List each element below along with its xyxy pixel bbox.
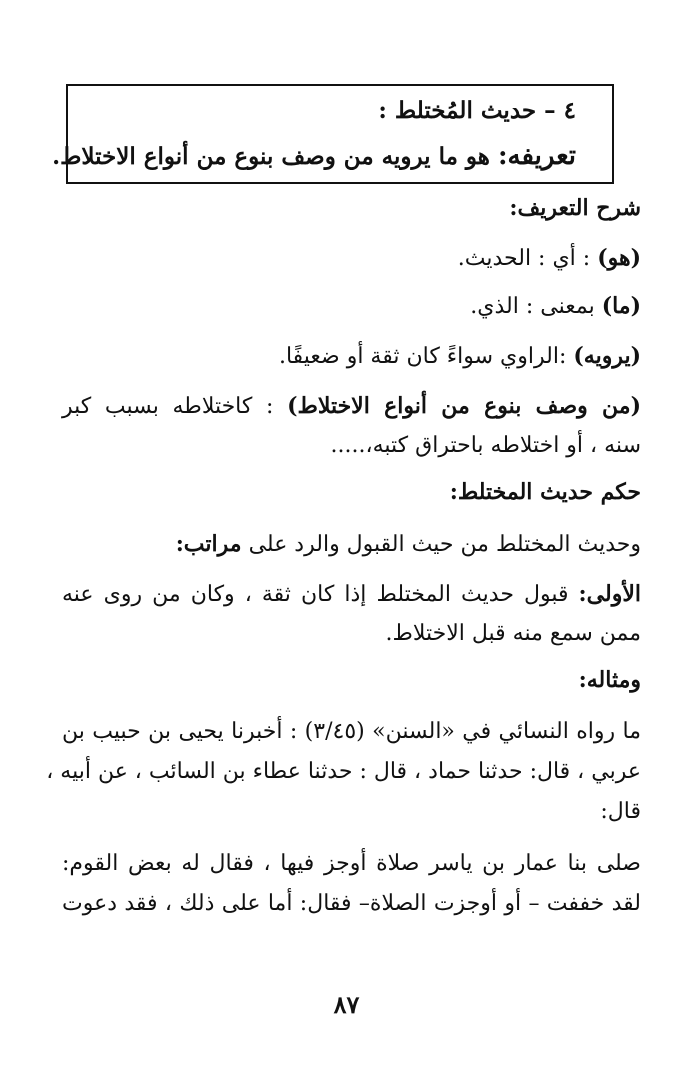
explain-3-label: (يرويه)	[573, 343, 641, 369]
ruling-intro	[62, 528, 641, 561]
definition-box	[52, 84, 614, 184]
first-level-text: قبول حديث المختلط إذا كان ثقة ، وكان من روى عنه	[62, 582, 579, 607]
explain-line-3	[62, 340, 641, 373]
definition-text: هو ما يرويه من وصف بنوع من أنواع الاختلاط.	[52, 143, 498, 170]
explain-1-text: : أي : الحديث.	[457, 246, 598, 271]
first-level-line	[62, 578, 641, 611]
explain-4-text: : كاختلاطه بسبب كبر	[62, 394, 288, 419]
hadith-line-3: قال:	[600, 799, 641, 824]
explain-heading: شرح التعريف:	[509, 195, 641, 221]
page-number: ٨٧	[333, 990, 360, 1019]
ruling-intro-text: وحديث المختلط من حيث القبول والرد على	[241, 532, 641, 557]
first-level-cont: ممن سمع منه قبل الاختلاط.	[385, 621, 641, 646]
explain-2-label: (ما)	[601, 293, 641, 319]
section-title: ٤ – حديث المُختلط :	[378, 97, 576, 124]
explain-1-label: (هو)	[597, 245, 641, 271]
explain-line-4	[62, 390, 641, 423]
explain-line-4-cont: سنه ، أو اختلاطه باحتراق كتبه،.....	[330, 433, 641, 458]
ruling-intro-levels: مراتب:	[175, 531, 242, 557]
explain-3-text: :الراوي سواءً كان ثقة أو ضعيفًا.	[278, 344, 574, 369]
example-heading: ومثاله:	[578, 667, 641, 693]
definition-term: تعريفه:	[497, 141, 576, 171]
explain-4-label: (من وصف بنوع من أنواع الاختلاط)	[287, 393, 642, 419]
story-line-2: لقد خففت – أو أوجزت الصلاة– فقال: أما على ذلك ، فقد دعوت	[62, 891, 641, 916]
hadith-line-1: ما رواه النسائي في «السنن» (٣/٤٥) : أخبرنا يحيى بن حبيب بن	[62, 719, 641, 744]
explain-line-2	[62, 290, 641, 323]
ruling-heading: حكم حديث المختلط:	[449, 479, 641, 505]
explain-line-1	[62, 242, 641, 275]
explain-2-text: بمعنى : الذي.	[470, 294, 602, 319]
story-line-1: صلى بنا عمار بن ياسر صلاة أوجز فيها ، فقال له بعض القوم:	[62, 851, 641, 876]
first-level-label: الأولى:	[578, 581, 641, 607]
definition-line	[52, 138, 576, 175]
hadith-line-2: عربي ، قال: حدثنا حماد ، قال : حدثنا عطاء بن السائب ، عن أبيه ،	[46, 759, 641, 784]
